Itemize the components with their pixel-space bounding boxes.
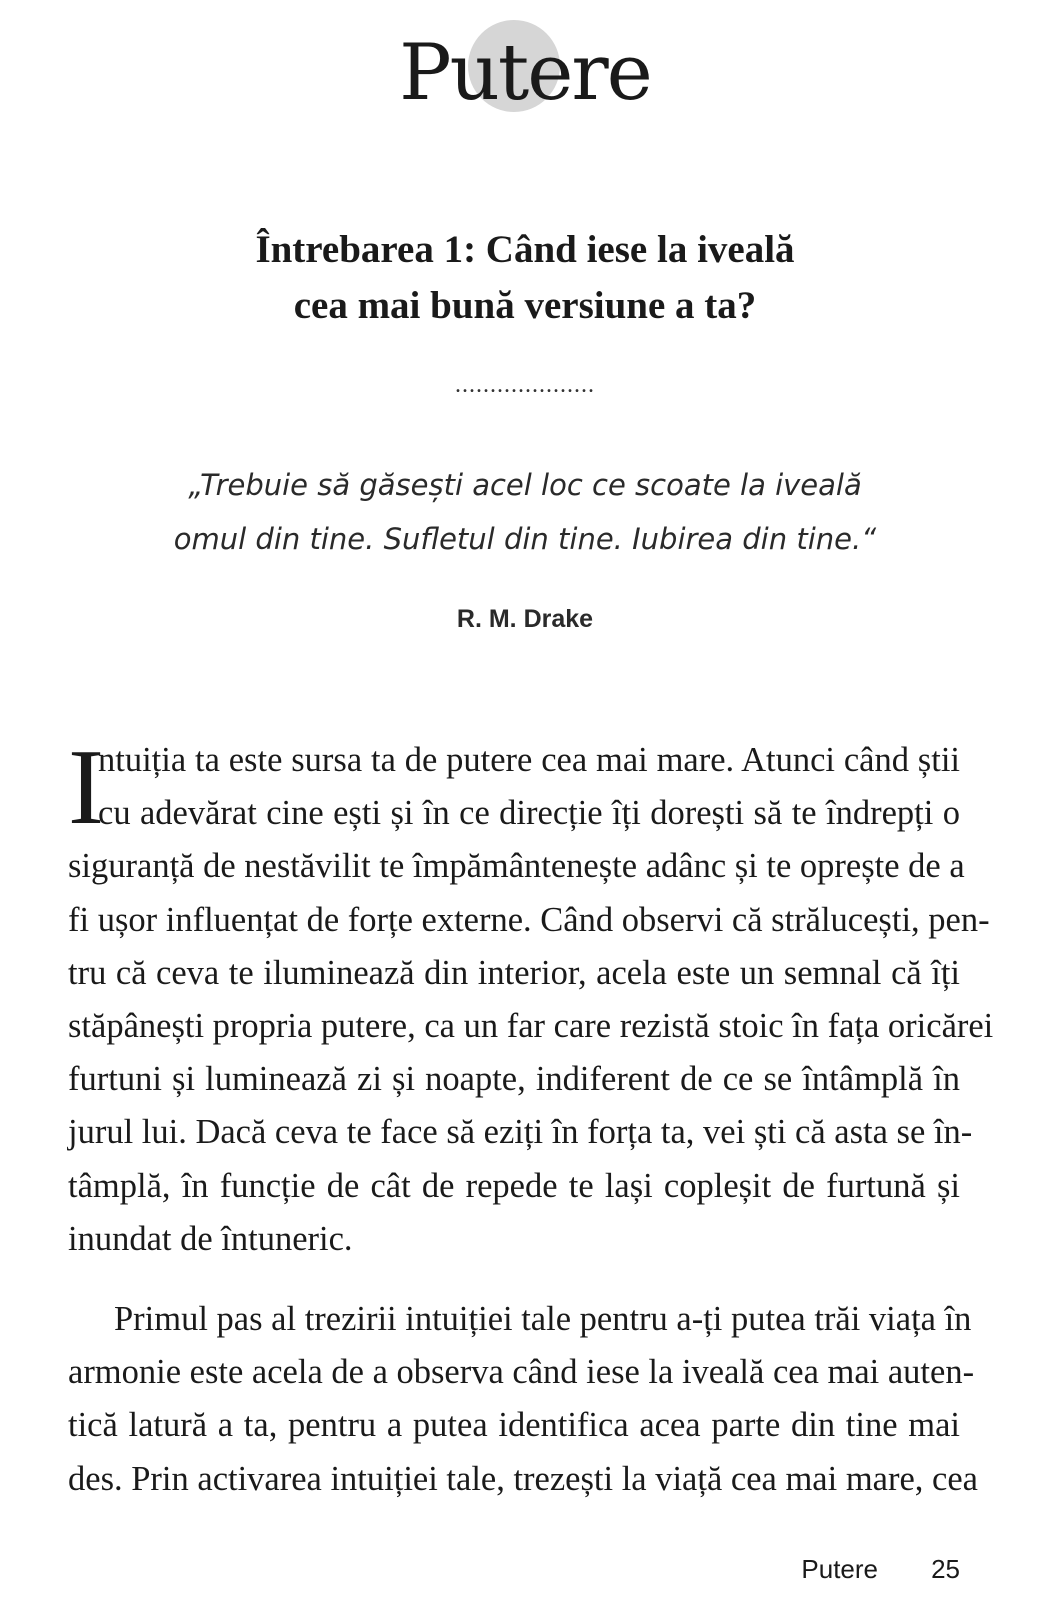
- text-line: inundat de întuneric.: [68, 1219, 353, 1258]
- chapter-title: Putere: [399, 28, 651, 118]
- quote-author: R. M. Drake: [456, 605, 594, 633]
- text-line: tică latură a ta, pentru a putea identifica acea parte din tine mai: [68, 1406, 960, 1445]
- dotted-separator: ....................: [455, 372, 595, 398]
- text-line: des. Prin activarea intuiției tale, trezești la viață cea mai mare, cea: [68, 1459, 978, 1498]
- text-line: siguranță de nestăvilit te împământenește adânc și te oprește de a: [68, 847, 965, 886]
- text-line: armonie este acela de a observa când iese la iveală cea mai auten-: [68, 1353, 975, 1392]
- epigraph-quote: [0, 458, 1050, 566]
- text-line: jurul lui. Dacă ceva te face să eziți în forța ta, vei ști că asta se în-: [68, 1113, 973, 1152]
- page-footer: [0, 1552, 1050, 1592]
- running-title: Putere: [801, 1554, 878, 1584]
- question-line-1: Întrebarea 1: Când iese la iveală: [255, 228, 795, 271]
- text-line: ntuiția ta este sursa ta de putere cea mai mare. Atunci când știi: [98, 741, 960, 779]
- quote-line-2: omul din tine. Sufletul din tine. Iubirea din tine.“: [173, 522, 877, 556]
- page-number: 25: [931, 1554, 960, 1584]
- text-line: tru că ceva te iluminează din interior, acela este un semnal că îți: [68, 953, 960, 992]
- question-line-2: cea mai bună versiune a ta?: [293, 284, 757, 327]
- body-paragraph-2: [68, 1293, 978, 1506]
- text-line: furtuni și luminează zi și noapte, indiferent de ce se întâmplă în: [68, 1060, 960, 1099]
- drop-cap: I: [68, 728, 104, 847]
- text-line: tâmplă, în funcție de cât de repede te lași copleșit de furtună și: [68, 1166, 960, 1205]
- question-heading: [0, 222, 1050, 334]
- text-line: fi ușor influențat de forțe externe. Când observi că strălucești, pen-: [68, 900, 990, 939]
- text-line: cu adevărat cine ești și în ce direcție îți dorești să te îndrepți o: [98, 794, 960, 833]
- chapter-header: [0, 0, 1050, 160]
- quote-line-1: „Trebuie să găsești acel loc ce scoate la iveală: [188, 468, 862, 502]
- text-line: stăpânești propria putere, ca un far care rezistă stoic în fața oricărei: [68, 1006, 994, 1045]
- text-line: Primul pas al trezirii intuiției tale pentru a-ți putea trăi viața în: [114, 1300, 972, 1338]
- body-paragraph-1: [68, 728, 994, 1266]
